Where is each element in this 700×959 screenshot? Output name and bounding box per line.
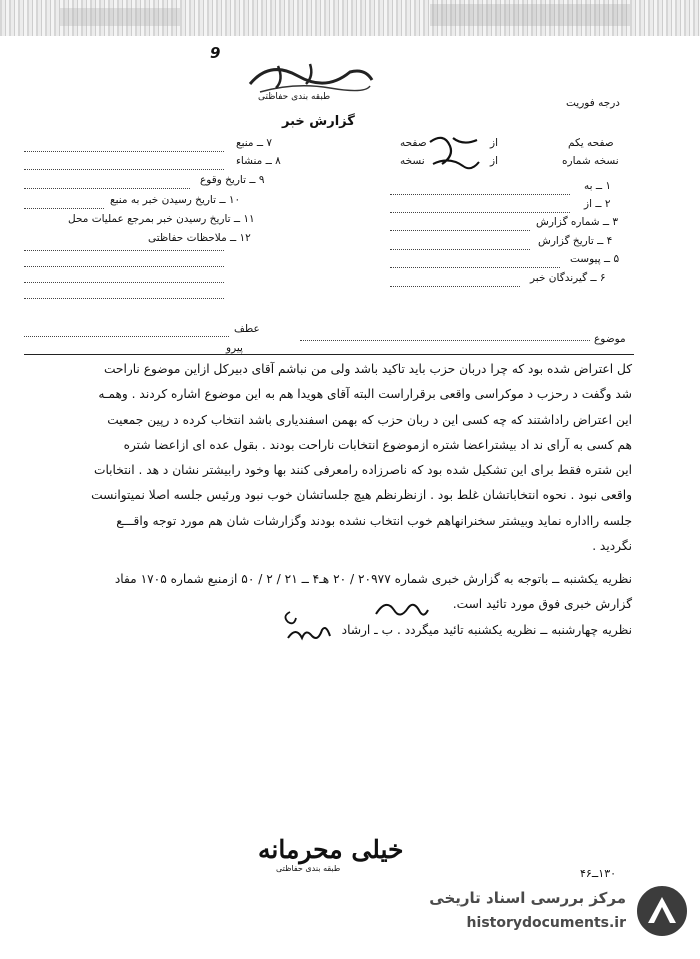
classification-stamp: خیلی محرمانه bbox=[258, 835, 404, 864]
right-field-report-number: ۳ ــ شماره گزارش bbox=[536, 216, 619, 228]
seal-subtitle: طبقه بندی حفاظتی bbox=[258, 92, 331, 102]
left-field-source-date: ۱۰ ــ تاریخ رسیدن خبر به منبع bbox=[110, 194, 241, 206]
document-page: 9 طبقه بندی حفاظتی درجه فوریت گزارش خبر صفحه یکم از صفحه نسخه شماره از نسخه ۱ ــ به ۲ ــ از ۳ ــ شماره گزارش ۴ ــ تاریخ گزارش ۵ ــ پیوست ۶ ــ گیرندگان خبر ۷ ــ منبع ۸ ــ منشاء ۹ ــ تاریخ وقوع ۱۰ ــ تاریخ رسیدن خبر به منبع ۱۱ ــ تاریخ رسیدن خبر بمرجع عملیات محل ۱۲ ــ ملاحظات حفاظتی عطف پیرو موضوع کل اعتراض شده بود که چرا دربان حزب باید تاکید باشد ولی من نباشم آقای دبیرکل ازاین موضوع ناراحت شد وگفت د رحزب د موکراسی واقعی برقراراست البته آقای هویدا هم به این موضوع اشاره کردند . وهمـه این اعتراض راداشتند که چه کسی این د ربان حزب که بهمن اسفندیاری باشد انتخاب کرده د رپین جمعیت هم کسی به آرای ند اد بیشتراعضا شتره ازموضوع انتخابات ناراحت بودند . بقول عده ای ازاعضا شتره این شتره فقط برای این تشکیل شده بود که ناصرزاده رامعرفی کنند بها وخود رابیشتر نشان د هد . انتخابات واقعی نبود . نحوه انتخاباتشان غلط بود . ازنظرنظم هیچ جلساتشان خوب نبود ورئیس جلسه اصلا نمیتوانست جلسه رااداره نماید وبیشتر سخنرانهاهم خوب انتخاب نشده بودند وگزارشات شان هم مورد توجه واقـــع نگردید . نظریه یکشنبه ــ باتوجه به گزارش خبری شماره ۲۰۹۷۷ / ۲۰ هـ۴ ــ ۲۱ / ۲ / ۵۰ ازمنبع شماره ۱۷۰۵ مفاد گزارش خبری فوق مورد تائید است. نظریه چهارشنبه ــ نظریه یکشنبه تائید میگردد . ب ـ ارشاد خیلی محرمانه طبقه بندی حفاظتی ۱۳۰ــ۴۶ مرکز بررسی اسناد تاریخی historydocuments.ir bbox=[0, 0, 700, 959]
body-line: هم کسی به آرای ند اد بیشتراعضا شتره ازموضوع انتخابات ناراحت بودند . بقول عده ای ازاعضا شتره bbox=[123, 437, 632, 452]
right-field-recipients: ۶ ــ گیرندگان خبر bbox=[530, 272, 606, 284]
opinion-line: نظریه چهارشنبه ــ نظریه یکشنبه تائید میگردد . ب ـ ارشاد bbox=[341, 622, 632, 637]
left-field-security-notes: ۱۲ ــ ملاحظات حفاظتی bbox=[148, 232, 251, 244]
body-line: این اعتراض راداشتند که چه کسی این د ربان حزب که بهمن اسفندیاری باشد انتخاب کرده د رپین جمعیت bbox=[107, 412, 632, 427]
right-field-report-date: ۴ ــ تاریخ گزارش bbox=[538, 235, 613, 247]
ref-peyro-label: پیرو bbox=[226, 342, 243, 354]
left-field-origin: ۸ ــ منشاء bbox=[236, 155, 281, 167]
body-line: این شتره فقط برای این تشکیل شده بود که ناصرزاده رامعرفی کنند بها وخود رابیشتر نشان د هد . انتخابات bbox=[93, 463, 632, 478]
handwritten-page-count bbox=[425, 130, 485, 182]
classification-subtitle: طبقه بندی حفاظتی bbox=[276, 864, 341, 873]
opinion-line: نظریه یکشنبه ــ باتوجه به گزارش خبری شماره ۲۰۹۷۷ / ۲۰ هـ۴ ــ ۲۱ / ۲ / ۵۰ ازمنبع شماره ۱۷۰۵ مفاد bbox=[114, 572, 632, 586]
page-title: گزارش خبر bbox=[282, 114, 355, 129]
left-field-event-date: ۹ ــ تاریخ وقوع bbox=[200, 174, 265, 186]
opinion-line: گزارش خبری فوق مورد تائید است. bbox=[452, 597, 632, 612]
body-line: جلسه رااداره نماید وبیشتر سخنرانهاهم خوب انتخاب نشده بودند وگزارشات شان هم مورد توجه واقـــع bbox=[116, 513, 632, 528]
brand-name: مرکز بررسی اسناد تاریخی bbox=[429, 889, 626, 907]
subject-label: موضوع bbox=[594, 333, 626, 345]
handwritten-signature bbox=[372, 596, 432, 626]
form-code: ۱۳۰ــ۴۶ bbox=[580, 867, 617, 880]
body-line: واقعی نبود . نحوه انتخاباتشان غلط بود . ازنظرنظم هیچ جلساتشان خوب نبود ورئیس جلسه اصلا نمیتوانست bbox=[91, 488, 632, 503]
brand-url: historydocuments.ir bbox=[466, 915, 626, 931]
right-field-to: ۱ ــ به bbox=[584, 180, 612, 192]
left-field-source: ۷ ــ منبع bbox=[236, 137, 273, 149]
report-body bbox=[62, 357, 632, 559]
body-line: کل اعتراض شده بود که چرا دربان حزب باید تاکید باشد ولی من نباشم آقای دبیرکل ازاین موضوع ناراحت bbox=[103, 362, 632, 376]
opinion-section bbox=[62, 567, 632, 643]
page-number: 9 bbox=[210, 44, 221, 62]
ref-atf-label: عطف bbox=[234, 323, 260, 335]
brand-watermark bbox=[392, 879, 692, 949]
body-line: شد وگفت د رحزب د موکراسی واقعی برقراراست البته آقای هویدا هم به این موضوع اشاره کردند . وهمـه bbox=[98, 387, 632, 402]
scan-edge-artifact bbox=[0, 0, 700, 36]
handwritten-ershad bbox=[284, 620, 334, 650]
right-field-from: ۲ ــ از bbox=[584, 198, 611, 210]
body-line: نگردید . bbox=[592, 539, 632, 554]
left-field-ops-date: ۱۱ ــ تاریخ رسیدن خبر بمرجع عملیات محل bbox=[68, 213, 255, 225]
brand-logo-icon bbox=[634, 883, 690, 939]
priority-label: درجه فوریت bbox=[566, 97, 620, 109]
right-field-attachment: ۵ ــ پیوست bbox=[570, 253, 620, 265]
